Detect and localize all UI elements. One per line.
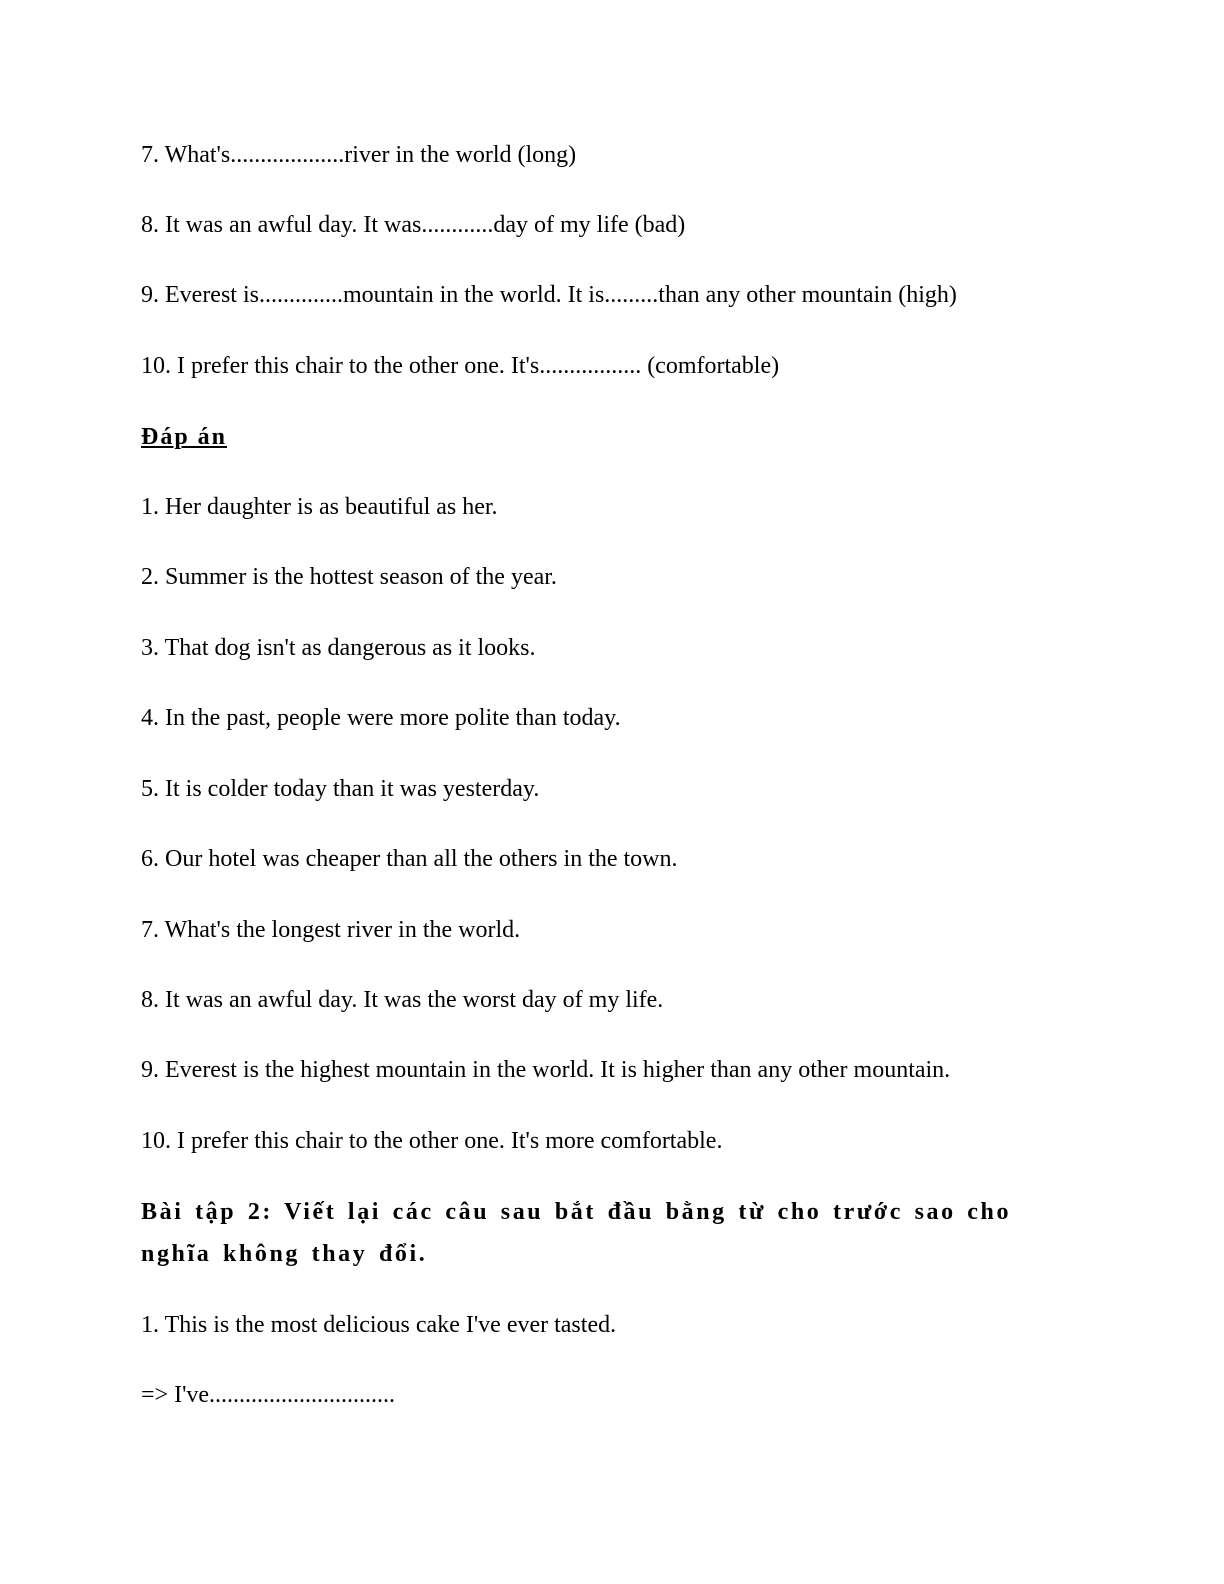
- answer-3: 3. That dog isn't as dangerous as it looks.: [141, 635, 536, 661]
- answer-2: 2. Summer is the hottest season of the year.: [141, 564, 557, 590]
- exercise-1-item-10: 10. I prefer this chair to the other one. It's................. (comfortable): [141, 353, 780, 379]
- answer-6: 6. Our hotel was cheaper than all the others in the town.: [141, 846, 678, 872]
- exercise-2-heading: Bài tập 2: Viết lại các câu sau bắt đầu bằng từ cho trước sao cho nghĩa không thay đổi.: [141, 1199, 1012, 1267]
- exercise-1-item-9: 9. Everest is..............mountain in the world. It is.........than any other mountain (high): [141, 282, 957, 308]
- answer-4: 4. In the past, people were more polite than today.: [141, 705, 621, 731]
- answer-1: 1. Her daughter is as beautiful as her.: [141, 494, 498, 520]
- exercise-2-answer-prompt-1: => I've...............................: [141, 1382, 396, 1408]
- exercise-1-item-7: 7. What's...................river in the world (long): [141, 142, 577, 168]
- answer-5: 5. It is colder today than it was yesterday.: [141, 776, 540, 802]
- answer-heading: Đáp án: [141, 424, 228, 450]
- exercise-1-item-8: 8. It was an awful day. It was............day of my life (bad): [141, 212, 686, 238]
- answer-8: 8. It was an awful day. It was the worst day of my life.: [141, 987, 664, 1013]
- answer-9: 9. Everest is the highest mountain in the world. It is higher than any other mountain.: [141, 1057, 951, 1083]
- exercise-2-question-1: 1. This is the most delicious cake I've ever tasted.: [141, 1312, 617, 1338]
- answer-7: 7. What's the longest river in the world.: [141, 917, 521, 943]
- answer-10: 10. I prefer this chair to the other one. It's more comfortable.: [141, 1128, 723, 1154]
